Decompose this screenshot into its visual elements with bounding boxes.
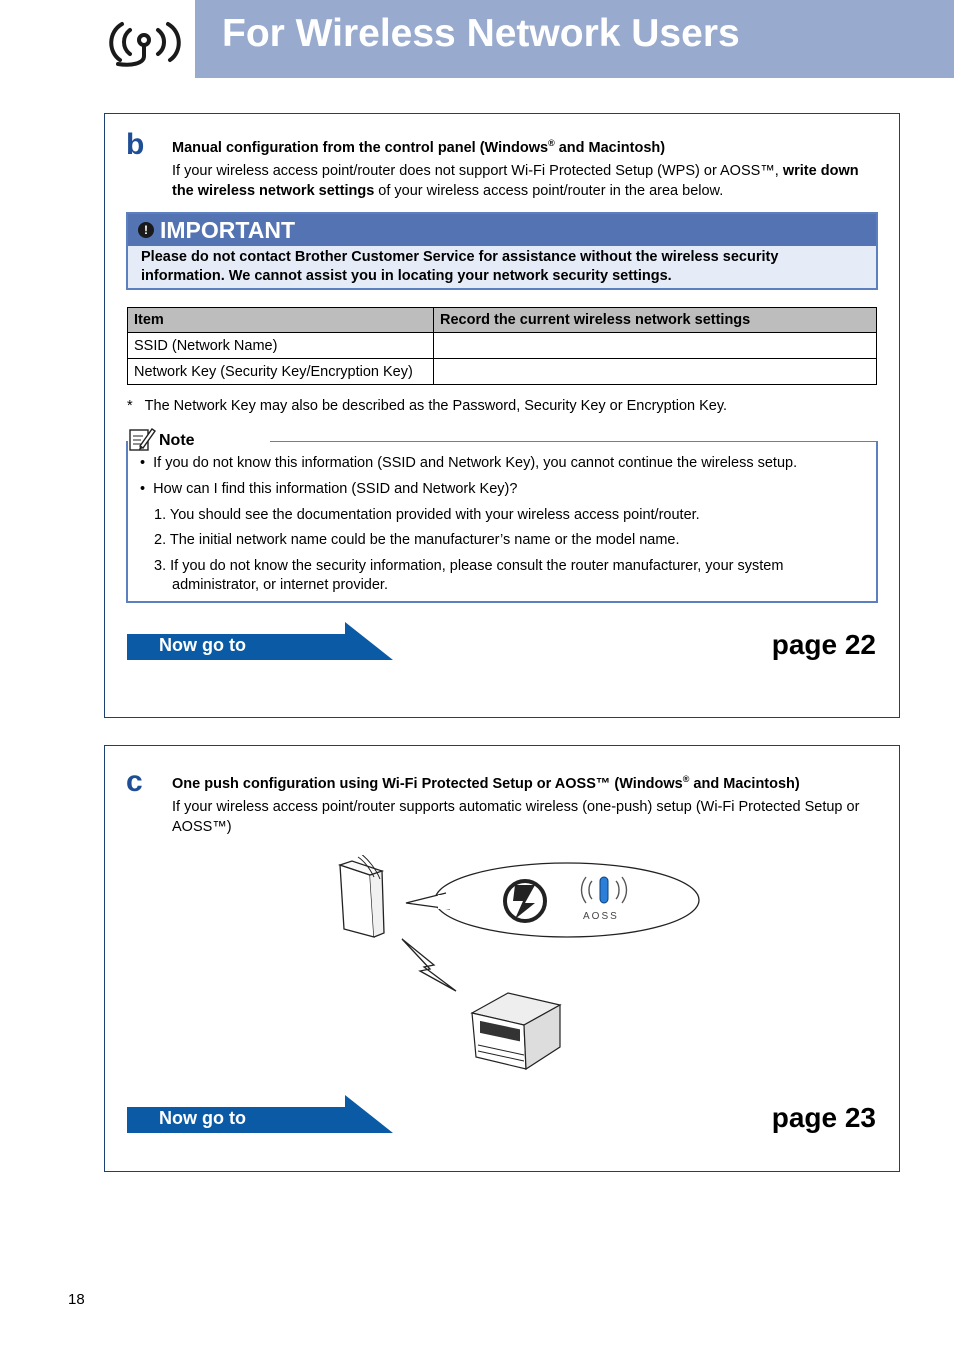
table-cell: SSID (Network Name) — [128, 333, 434, 359]
footnote: * The Network Key may also be described as the Password, Security Key or Encryption Key. — [127, 398, 728, 414]
page-reference[interactable]: page 22 — [771, 629, 876, 660]
lightning-icon — [402, 939, 456, 991]
wireless-router-icon — [340, 855, 384, 937]
table-cell — [434, 359, 877, 385]
important-box — [126, 212, 878, 290]
section-c-intro: If your wireless access point/router supports automatic wireless (one-push) setup (Wi-Fi Protected Setup or AOSS™) — [172, 799, 860, 835]
now-go-to-banner — [127, 622, 393, 660]
section-b-intro: If your wireless access point/router does not support Wi-Fi Protected Setup (WPS) or AOSS™, write down the wireless network settings of your wireless access point/router in the area below. — [172, 163, 859, 199]
note-step: 1. You should see the documentation provided with your wireless access point/router. — [154, 507, 700, 523]
aoss-text: AOSS — [583, 911, 619, 922]
table-header-row — [128, 308, 877, 333]
exclamation-icon: ! — [138, 222, 154, 238]
one-push-illustration — [330, 855, 710, 1075]
table-row — [128, 333, 877, 359]
important-label: IMPORTANT — [160, 217, 296, 243]
note-divider — [270, 441, 878, 442]
table-cell — [434, 333, 877, 359]
now-go-to-label: Now go to — [159, 635, 246, 655]
table-row — [128, 359, 877, 385]
section-c-heading: One push configuration using Wi-Fi Protected Setup or AOSS™ (Windows® and Macintosh) — [172, 774, 800, 792]
page-number: 18 — [68, 1291, 85, 1308]
important-text: Please do not contact Brother Customer Service for assistance without the wireless security information. We cannot assist you in locating your network security settings. — [141, 249, 779, 284]
page-reference[interactable]: page 23 — [771, 1102, 876, 1133]
printer-icon — [472, 993, 560, 1069]
note-step: 2. The initial network name could be the manufacturer’s name or the model name. — [154, 532, 680, 548]
section-b-heading: Manual configuration from the control panel (Windows® and Macintosh) — [172, 138, 666, 156]
note-bullet: • If you do not know this information (SSID and Network Key), you cannot continue the wireless setup. — [140, 455, 798, 471]
settings-table — [127, 307, 877, 385]
table-cell: Network Key (Security Key/Encryption Key) — [128, 359, 434, 385]
wireless-icon — [100, 12, 188, 70]
note-step: 3. If you do not know the security information, please consult the router manufacturer, your system — [154, 558, 784, 574]
table-header-cell: Record the current wireless network settings — [434, 308, 877, 333]
important-header — [128, 214, 876, 246]
page-title: For Wireless Network Users — [222, 12, 740, 55]
note-step-continuation: administrator, or internet provider. — [172, 577, 388, 593]
speech-bubble — [406, 863, 699, 937]
note-bullet: • How can I find this information (SSID and Network Key)? — [140, 481, 518, 497]
now-go-to-label: Now go to — [159, 1108, 246, 1128]
now-go-to-banner — [127, 1095, 393, 1133]
note-label: Note — [159, 432, 195, 449]
step-letter-b: b — [126, 128, 145, 161]
note-pencil-icon — [128, 426, 156, 452]
table-header-cell: Item — [128, 308, 434, 333]
step-letter-c: c — [126, 765, 143, 798]
